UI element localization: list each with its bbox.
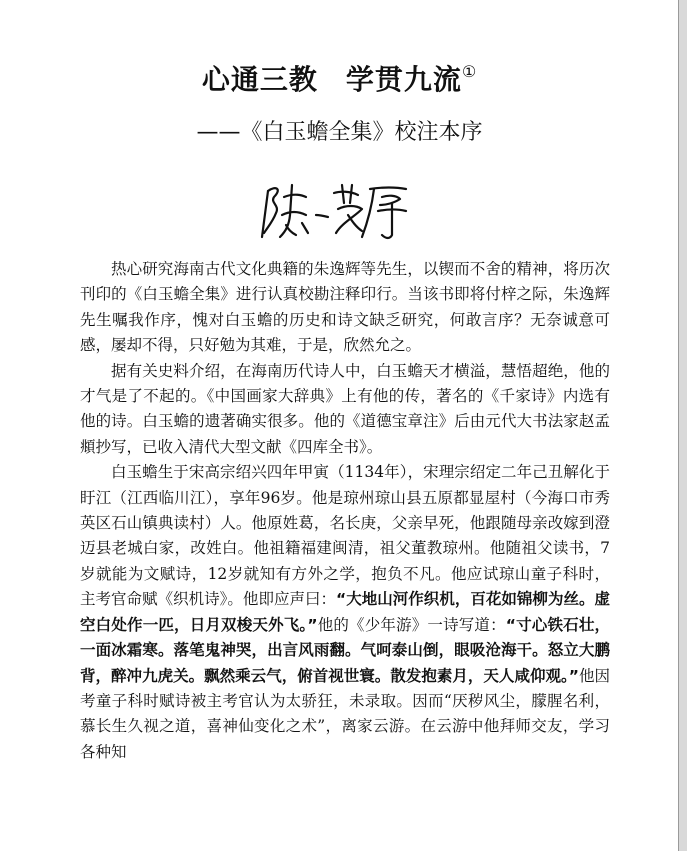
paragraph-3-text: 白玉蟾生于宋高宗绍兴四年甲寅（1134年），宋理宗绍定二年己丑解化于盱江（江西临川江），享年96岁。他是琼州琼山县五原都显屋村（今海口市秀英区石山镇典读村）人。他原姓葛，名长庚，父亲早死，他跟随母亲改嫁到澄迈县老城白家，改姓白。他祖籍福建闽清，祖父董教琼州。他随祖父读书，7岁就能为文赋诗，12岁就知有方外之学，抱负不凡。他应试琼山童子科时，主考官命赋《织机诗》。他即应声曰：: [80, 463, 610, 609]
paragraph-1-text: 热心研究海南古代文化典籍的朱逸辉等先生，以锲而不舍的精神，将历次刊印的《白玉蟾全集》进行认真校勘注释印行。当该书即将付梓之际，朱逸辉先生嘱我作序，愧对白玉蟾的历史和诗文缺乏研究，何敢言序？无奈诚意可感，屡却不得，只好勉为其难，于是，欣然允之。: [80, 260, 610, 355]
paragraph-2-text: 据有关史料介绍，在海南历代诗人中，白玉蟾天才横溢，慧悟超绝，他的才气是了不起的。《中国画家大辞典》上有他的传，著名的《千家诗》内选有他的诗。白玉蟾的遗著确实很多。他的《道德宝章注》后由元代大书法家赵孟頫抄写，已收入清代大型文献《四库全书》。: [80, 361, 610, 456]
paragraph-1: [80, 257, 610, 359]
page-title: [0, 58, 679, 98]
paragraph-3-text-cont: 他的《少年游》一诗写道：: [317, 615, 506, 634]
quoted-poem-youth: “寸心铁石壮，一面冰霜寒。落笔鬼神哭，出言风雨翻。气呵泰山倒，眼吸沧海干。怒立大鹏背，醉冲九虎关。飘然乘云气，俯首视世寰。散发抱素月，天人咸仰观。”: [80, 615, 610, 685]
page-subtitle: ——《白玉蟾全集》校注本序: [196, 120, 483, 145]
title-part-1: 心通三教: [201, 63, 318, 96]
quoted-poem-loom: “大地山河作织机，百花如锦柳为丝。虚空白处作一匹，日月双梭天外飞。”: [80, 590, 610, 634]
page-edge: [679, 0, 687, 851]
footnote-marker: ①: [461, 62, 478, 81]
body-text: [80, 257, 610, 765]
paragraph-3: [80, 460, 610, 765]
paragraph-2: [80, 359, 610, 461]
paragraph-3-text-end: 他因考童子科时赋诗被主考官认为太骄狂，未录取。因而“厌秽风尘，朦腥名利，慕长生久视之道，喜神仙变化之术”，离家云游。在云游中他拜师交友，学习各种知: [80, 666, 610, 761]
author-signature: [246, 175, 416, 245]
title-part-2: 学贯九流: [345, 63, 462, 96]
